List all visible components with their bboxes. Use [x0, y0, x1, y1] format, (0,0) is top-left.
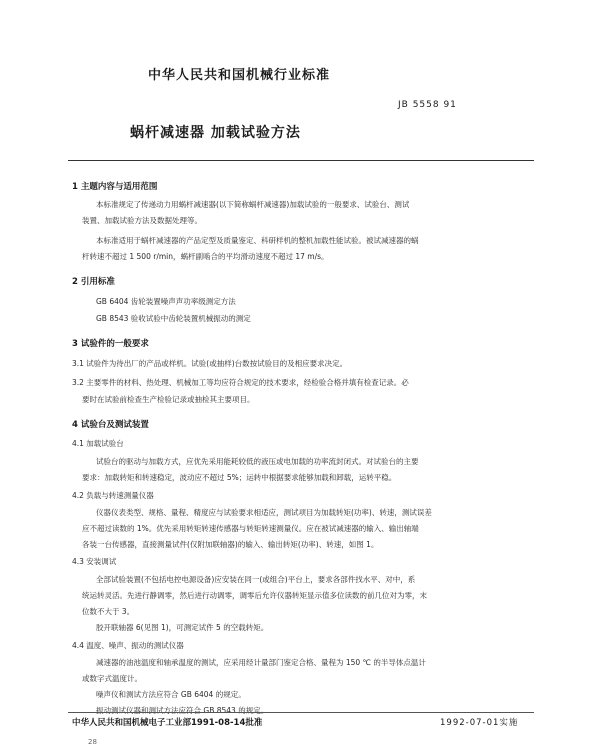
paragraph: 减速器的油池温度和轴承温度的测试，应采用经计量部门鉴定合格、量程为 150 ℃ 的半导体点温计 — [96, 658, 426, 667]
paragraph: 本标准适用于蜗杆减速器的产品定型及质量鉴定、科研样机的整机加载性能试验。被试减速器的蜗 — [96, 236, 419, 245]
paragraph: 本标准规定了传递动力用蜗杆减速器(以下简称蜗杆减速器)加载试验的一般要求、试验台、测试 — [96, 200, 410, 209]
subsection-heading: 4.1 加载试验台 — [72, 439, 124, 448]
issuing-authority: 中华人民共和国机械行业标准 — [148, 68, 331, 83]
section-2-heading: 2 引用标准 — [72, 277, 115, 287]
paragraph: 全部试验装置(不包括电控电源设备)应安装在同一(或组合)平台上，要求各部件找水平、对中，系 — [96, 575, 416, 584]
paragraph: 要求：加载转矩和转速稳定，波动应不超过 5%；运转中根据要求能够加载和卸载，运转平稳。 — [82, 473, 397, 482]
document-title: 蜗杆减速器 加载试验方法 — [130, 125, 301, 141]
paragraph: 3.1 试验件为待出厂的产品或样机。试验(或抽样)台数按试验目的及相应要求决定。 — [72, 359, 348, 368]
implementation-date: 1992-07-01实施 — [440, 718, 519, 728]
paragraph: 应不超过读数的 1%。优先采用转矩转速传感器与转矩转速测量仪。应在被试减速器的输入、输出轴端 — [82, 524, 419, 533]
paragraph: 位数不大于 3。 — [82, 607, 135, 616]
paragraph: 各装一台传感器，直接测量试件(仅附加联轴器)的输入、输出转矩(功率)、转速，如图 1。 — [82, 540, 379, 549]
paragraph: 装置、加载试验方法及数据处理等。 — [82, 216, 202, 225]
subsection-heading: 4.4 温度、噪声、振动的测试仪器 — [72, 641, 184, 650]
paragraph: 仪器仪表类型、规格、量程、精度应与试验要求相适应，测试项目为加载转矩(功率)、转速，测试误差 — [96, 508, 432, 517]
header-rule — [68, 160, 534, 161]
subsection-heading: 4.2 负载与转速测量仪器 — [72, 491, 154, 500]
paragraph: 试验台的驱动与加载方式，应优先采用能耗较低的液压或电加载的功率流封闭式。对试验台的主要 — [96, 457, 419, 466]
paragraph: 统运转灵活。先进行静调零，然后进行动调零，调零后允许仪器转矩显示值多位读数的前几位对为零，末 — [82, 591, 427, 600]
paragraph: 振动测试仪器和测试方法应符合 GB 8543 的规定。 — [96, 706, 269, 715]
paragraph: 噪声仪和测试方法应符合 GB 6404 的规定。 — [96, 690, 246, 699]
paragraph: 或数字式温度计。 — [82, 674, 142, 683]
paragraph: 胶开联轴器 6(见图 1)，可测定试件 5 的空载转矩。 — [96, 623, 269, 632]
section-4-heading: 4 试验台及测试装置 — [72, 420, 149, 430]
paragraph: 3.2 主要零件的材料、热处理、机械加工等均应符合规定的技术要求，经检验合格并填有检查记录。必 — [72, 378, 409, 387]
page-number: 28 — [88, 738, 97, 746]
standard-code: JB 5558 91 — [398, 100, 457, 110]
approval-date: 中华人民共和国机械电子工业部1991-08-14批准 — [72, 718, 263, 728]
paragraph: 要时在试验前检查生产检验记录或抽检其主要项目。 — [82, 395, 255, 404]
paragraph: 杆转速不超过 1 500 r/min，蜗杆副啮合的平均滑动速度不超过 17 m/s。 — [82, 252, 329, 261]
reference-item: GB 8543 验收试验中齿轮装置机械振动的测定 — [96, 314, 251, 323]
section-1-heading: 1 主题内容与适用范围 — [72, 182, 158, 192]
reference-item: GB 6404 齿轮装置噪声声功率级测定方法 — [96, 297, 236, 306]
subsection-heading: 4.3 安装调试 — [72, 557, 117, 566]
footer-rule — [68, 712, 534, 713]
section-3-heading: 3 试验件的一般要求 — [72, 339, 149, 349]
